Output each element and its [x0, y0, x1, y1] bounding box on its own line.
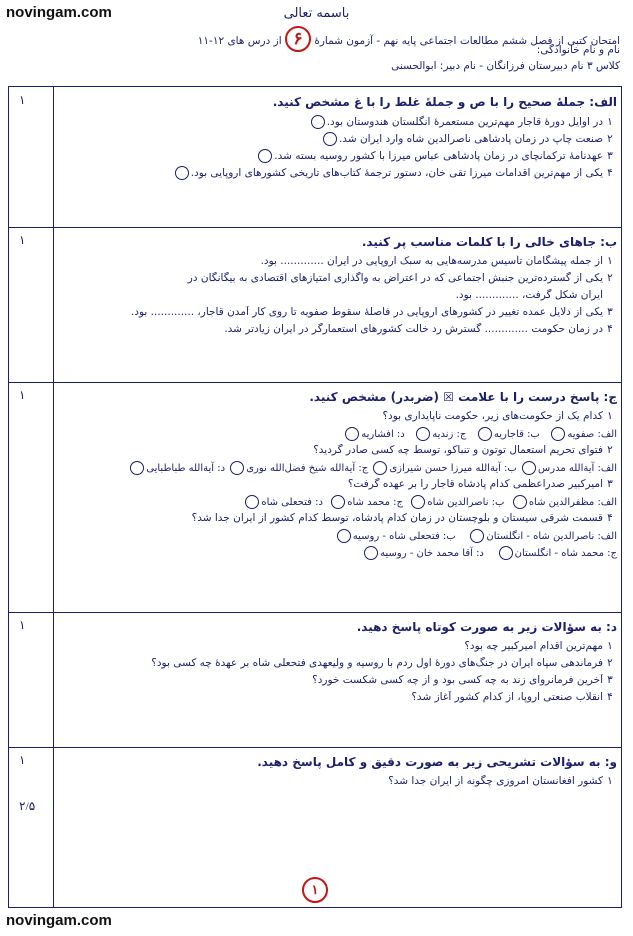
answer-circle[interactable] — [311, 115, 325, 129]
section-divider-3 — [9, 612, 621, 613]
section-c — [61, 390, 617, 563]
score-section-c: ۱ — [19, 388, 26, 402]
exam-frame — [8, 86, 622, 908]
section-c-question: ۱کدام یک از حکومت‌های زیر، حکومت ناپایداری بود؟ — [382, 410, 613, 422]
section-b-item: ۴در زمان حکومت ............. گسترش رد خالت کشورهای استعمارگر در ایران زیادتر شد. — [224, 323, 613, 335]
section-a — [61, 95, 617, 183]
section-c-question: ۲فتوای تحریم استعمال توتون و تنباکو، توسط چه کسی صادر گردید؟ — [313, 444, 613, 456]
option-circle[interactable] — [478, 427, 492, 441]
section-b-item: ۲یکی از گسترده‌ترین جنبش اجتماعی که در اعتراض به واگذاری امتیازهای اقتصادی به بیگانگان در — [187, 272, 613, 284]
section-d-item: ۳آخرین فرمانروای زند به چه کسی بود و از چه کسی شکست خورد؟ — [312, 674, 613, 686]
section-b-item: ۱از جمله پیشگامان تأسیس مدرسه‌هایی به سبک اروپایی در ایران ............. بود. — [260, 255, 613, 267]
header-line-2: نام و نام خانوادگی: — [536, 44, 620, 56]
option-circle[interactable] — [499, 546, 513, 560]
option-circle[interactable] — [331, 495, 345, 509]
section-c-question: ۳امیرکبیر صدراعظمی کدام پادشاه قاجار را بر عهده گرفت؟ — [347, 478, 613, 490]
header-line1-pre: امتحان کتبی از فصل ششم مطالعات اجتماعی پایه نهم - آزمون شمارهٔ — [314, 35, 620, 47]
section-divider-4 — [9, 747, 621, 748]
section-c-options: ج: محمد شاه - انگلستان د: آقا محمد خان - روسیه — [61, 546, 617, 563]
section-a-item: ۲صنعت چاپ در زمان پادشاهی ناصرالدین شاه وارد ایران شد. — [61, 132, 617, 149]
section-c-options: الف: ناصرالدین شاه - انگلستان ب: فتحعلی شاه - روسیه — [61, 529, 617, 546]
section-divider-2 — [9, 382, 621, 383]
section-b-item: ایران شکل گرفت، ............. بود. — [455, 289, 603, 301]
section-e-title: و: به سؤالات تشریحی زیر به صورت دقیق و کامل پاسخ دهید. — [257, 755, 617, 769]
score-total: ۲/۵ — [19, 799, 36, 813]
score-section-d: ۱ — [19, 618, 26, 632]
section-c-title: ج: پاسخ درست را با علامت ☒ (ضربدر) مشخص کنید. — [309, 390, 617, 404]
section-e-item: ۱کشور افغانستان امروزی چگونه از ایران جدا شد؟ — [388, 775, 613, 787]
section-c-options: الف: آیة‌الله مدرس ب: آیة‌الله میرزا حسن شیرازی ج: آیة‌الله شیخ فضل‌الله نوری د: آیة‌الله طباطبایی — [61, 461, 617, 478]
section-b-title: ب: جاهای خالی را با کلمات مناسب پر کنید. — [361, 235, 617, 249]
score-section-e: ۱ — [19, 753, 26, 767]
section-c-options: الف: صفویه ب: قاجاریه ج: زندیه د: افشاریه — [61, 427, 617, 444]
option-circle[interactable] — [130, 461, 144, 475]
section-d-item: ۱مهم‌ترین اقدام امیرکبیر چه بود؟ — [464, 640, 613, 652]
section-e — [61, 755, 617, 792]
section-d-title: د: به سؤالات زیر به صورت کوتاه پاسخ دهید. — [356, 620, 617, 634]
option-circle[interactable] — [522, 461, 536, 475]
header-line1-post: از درس های ۱۲-۱۱ — [197, 35, 282, 47]
option-circle[interactable] — [345, 427, 359, 441]
section-divider-1 — [9, 227, 621, 228]
option-circle[interactable] — [470, 529, 484, 543]
section-b-item: ۳یکی از دلایل عمده تغییر در کشورهای اروپایی در فاصلهٔ سقوط صفویه تا روی کار آمدن قاجار، ............. بود. — [130, 306, 613, 318]
option-circle[interactable] — [513, 495, 527, 509]
section-b — [61, 235, 617, 340]
section-a-item: ۴یکی از مهم‌ترین اقدامات میرزا تقی خان، دستور ترجمهٔ کتاب‌های تاریخی کشورهای اروپایی بود. — [61, 166, 617, 183]
section-d-item: ۲فرماندهی سپاه ایران در جنگ‌های دورهٔ اول ردم با روسیه و ولیعهدی فتحعلی شاه بر عهدهٔ چه کسی بود؟ — [151, 657, 613, 669]
answer-circle[interactable] — [323, 132, 337, 146]
exam-number-mark: ۶ — [285, 26, 311, 52]
section-a-item: ۱در اوایل دورهٔ قاجار مهم‌ترین مستعمرهٔ انگلستان هندوستان بود. — [61, 115, 617, 132]
section-c-options: الف: مظفرالدین شاه ب: ناصرالدین شاه ج: محمد شاه د: فتحعلی شاه — [61, 495, 617, 512]
option-circle[interactable] — [416, 427, 430, 441]
watermark-top[interactable]: novingam.com — [6, 4, 112, 21]
basmala: باسمه تعالی — [283, 6, 350, 21]
section-a-item: ۳عهدنامهٔ ترکمانچای در زمان پادشاهی عباس میرزا با کشور روسیه بسته شد. — [61, 149, 617, 166]
option-circle[interactable] — [245, 495, 259, 509]
score-section-b: ۱ — [19, 233, 26, 247]
page-number-mark: ۱ — [302, 877, 328, 903]
option-circle[interactable] — [230, 461, 244, 475]
option-circle[interactable] — [337, 529, 351, 543]
option-circle[interactable] — [364, 546, 378, 560]
answer-circle[interactable] — [258, 149, 272, 163]
page-number — [9, 877, 621, 903]
watermark-bottom[interactable]: novingam.com — [6, 912, 112, 929]
section-a-title: الف: جملهٔ صحیح را با ص و جملهٔ غلط را با غ مشخص کنید. — [272, 95, 617, 109]
header-line-3: کلاس ۳ نام دبیرستان فرزانگان - نام دبیر: ابوالحسنی — [391, 60, 620, 72]
section-c-question: ۴قسمت شرقی سیستان و بلوچستان در زمان کدام پادشاه، توسط کدام کشور از ایران جدا شد؟ — [191, 512, 613, 524]
option-circle[interactable] — [411, 495, 425, 509]
score-column-divider — [53, 87, 54, 907]
option-circle[interactable] — [373, 461, 387, 475]
section-d-item: ۴انقلاب صنعتی اروپا، از کدام کشور آغاز شد؟ — [411, 691, 613, 703]
option-circle[interactable] — [551, 427, 565, 441]
section-d — [61, 620, 617, 708]
score-section-a: ۱ — [19, 93, 26, 107]
answer-circle[interactable] — [175, 166, 189, 180]
